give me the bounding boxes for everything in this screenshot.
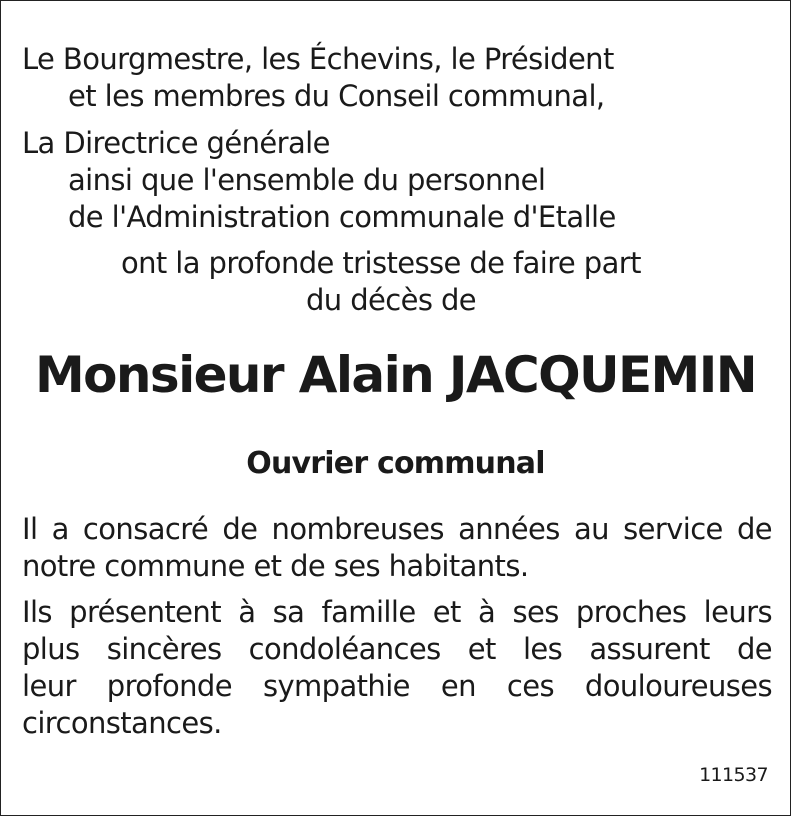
paragraph2-line-4: circonstances. (22, 706, 222, 740)
paragraph1-line-1: Il a consacré de nombreuses années au service de (22, 512, 772, 546)
intro-line-5: de l'Administration communale d'Etalle (68, 200, 616, 234)
intro-line-4: ainsi que l'ensemble du personnel (68, 163, 546, 197)
intro-line-2: et les membres du Conseil communal, (68, 79, 605, 113)
deceased-role: Ouvrier communal (246, 446, 545, 481)
intro-line-3: La Directrice générale (22, 126, 330, 160)
paragraph2-line-3: leur profonde sympathie en ces douloureuses (22, 669, 772, 703)
paragraph2-line-1: Ils présentent à sa famille et à ses proches leurs (22, 595, 772, 629)
intro-line-1: Le Bourgmestre, les Échevins, le Président (22, 42, 614, 76)
paragraph1-line-2: notre commune et de ses habitants. (22, 549, 529, 583)
deceased-name: Monsieur Alain JACQUEMIN (35, 346, 756, 404)
reference-number: 111537 (699, 764, 768, 786)
announce-line-2: du décès de (306, 283, 477, 317)
paragraph2-line-2: plus sincères condoléances et les assurent de (22, 632, 772, 666)
announce-line-1: ont la profonde tristesse de faire part (121, 246, 641, 280)
